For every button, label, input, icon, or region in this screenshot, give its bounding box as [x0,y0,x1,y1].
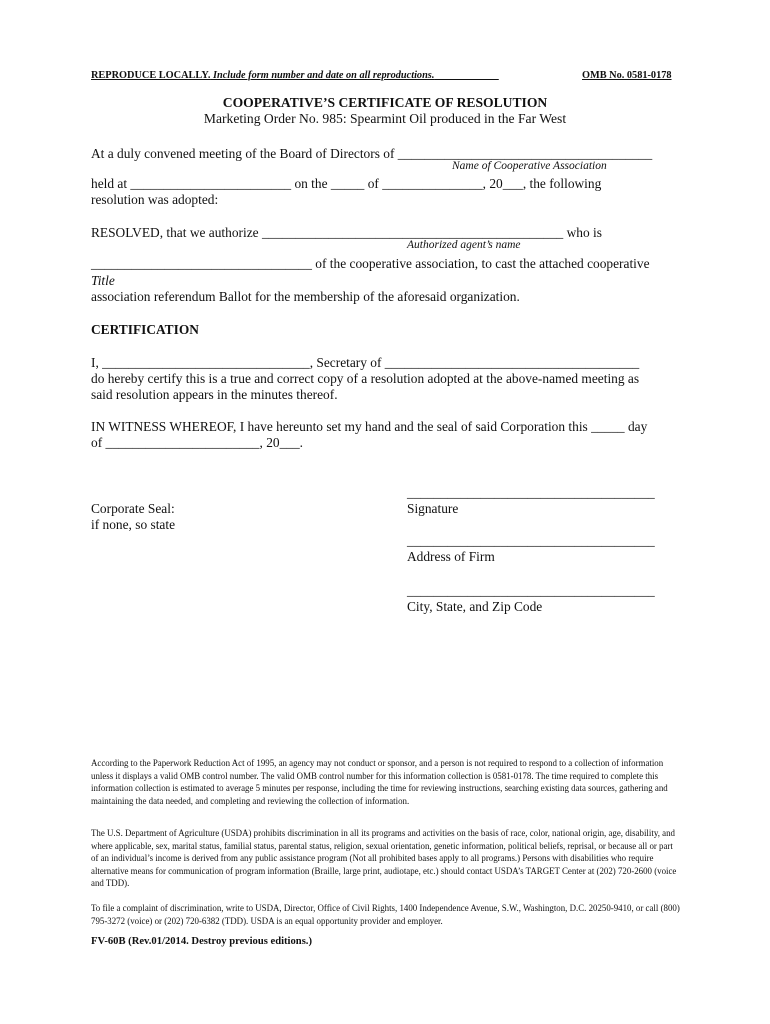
city-state-zip-label: City, State, and Zip Code [407,599,543,614]
form-subtitle: Marketing Order No. 985: Spearmint Oil produced in the Far West [203,111,567,126]
witness-line-2: of _______________________, 20___. [91,435,304,450]
complaint-notice: To file a complaint of discrimination, write to USDA, Director, Office of Civil Rights, 1400 Independence Avenue, S.W., Washington, D.C. 20250-9410, or call (800) 795-3272 (voice) or (202) 720-6382 (TDD). USDA is an equal opportunity provider and employer. [91,903,680,926]
corporate-seal-label: Corporate Seal: [91,501,175,516]
certification-heading: CERTIFICATION [91,322,199,337]
reproduce-italic: Include form number and date on all reproductions. [210,70,435,81]
address-rule: _____________________________________ [407,533,655,548]
cooperative-name-caption: Name of Cooperative Association [452,160,607,172]
title-caption: Title [91,273,115,288]
meeting-line-2: held at ________________________ on the _____ of _______________, 20___, the following [91,176,602,191]
reproduce-bold: REPRODUCE LOCALLY. [91,70,211,81]
resolved-line-2: _________________________________ of the cooperative association, to cast the attached cooperative [91,256,650,271]
certification-line-2: do hereby certify this is a true and correct copy of a resolution adopted at the above-named meeting as [91,371,640,386]
omb-number: OMB No. 0581-0178 [582,70,672,81]
certification-line-1: I, _______________________________, Secretary of ______________________________________ [91,355,640,370]
form-title: COOPERATIVE’S CERTIFICATE OF RESOLUTION [222,95,548,110]
resolved-line-1: RESOLVED, that we authorize _____________________________________________ who is [91,225,602,240]
signature-label: Signature [407,501,459,516]
witness-line-1: IN WITNESS WHEREOF, I have hereunto set my hand and the seal of said Corporation this _____ day [91,419,648,434]
certification-line-3: said resolution appears in the minutes thereof. [91,387,338,402]
reproduce-notice [91,70,499,81]
signature-rule: _____________________________________ [407,485,655,500]
meeting-line-1: At a duly convened meeting of the Board of Directors of ______________________________________ [91,146,653,161]
paperwork-notice: According to the Paperwork Reduction Act of 1995, an agency may not conduct or sponsor, and a person is not required to respond to a collection of information unless it displays a valid OMB control number. The valid OMB control number for this information collection is 0581-0178. The time required to complete this information collection is estimated to average 5 minutes per response, including the time for reviewing instructions, searching existing data sources, gathering and maintaining the data needed, and completing and reviewing the collection of information. [91,758,668,806]
reproduce-trail [434,70,498,81]
meeting-line-3: resolution was adopted: [91,192,219,207]
form-number-footer: FV-60B (Rev.01/2014. Destroy previous editions.) [91,936,312,947]
city-rule: _____________________________________ [407,583,655,598]
resolved-line-3: association referendum Ballot for the membership of the aforesaid organization. [91,289,520,304]
address-label: Address of Firm [407,549,495,564]
corporate-seal-note: if none, so state [91,517,176,532]
agent-name-caption: Authorized agent’s name [407,239,521,251]
usda-nondiscrimination-notice: The U.S. Department of Agriculture (USDA) prohibits discrimination in all its programs and activities on the basis of race, color, national origin, age, disability, and where applicable, sex, marital status, familial status, parental status, religion, sexual orientation, genetic information, political beliefs, reprisal, or because all or part of an individual’s income is derived from any public assistance program (Not all prohibited bases apply to all programs.) Persons with disabilities who require alternative means for communication of program information (Braille, large print, audiotape, etc.) should contact USDA’s TARGET Center at (202) 720-2600 (voice and TDD). [91,828,677,888]
